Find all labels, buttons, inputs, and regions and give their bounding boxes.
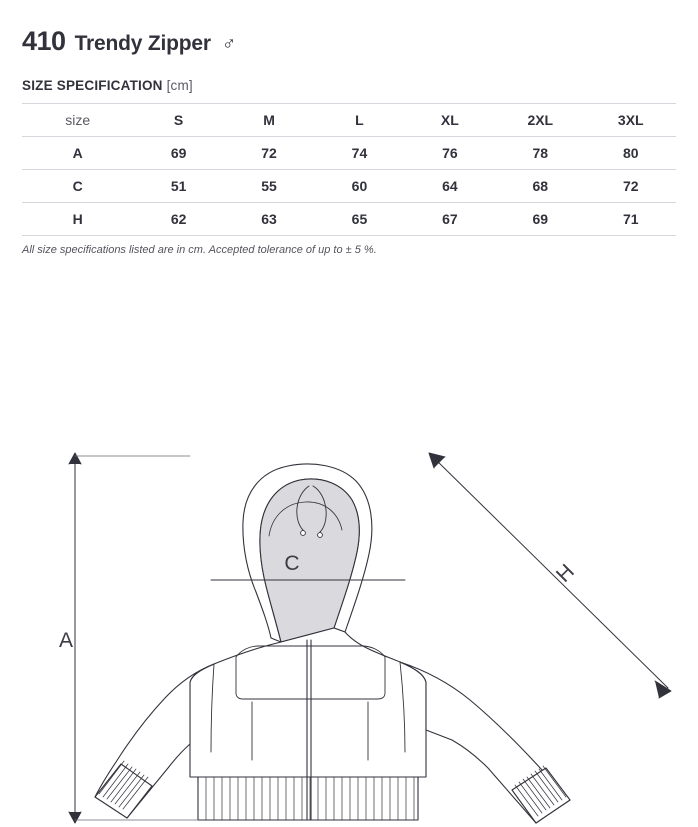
- table-header-row: [22, 104, 676, 137]
- cell-a-xl: 76: [405, 137, 495, 170]
- cell-a-s: 69: [133, 137, 223, 170]
- column-header-3xl: 3XL: [586, 104, 677, 137]
- table-row: [22, 170, 676, 203]
- row-label-h: H: [22, 203, 133, 236]
- cell-c-s: 51: [133, 170, 223, 203]
- cell-c-l: 60: [314, 170, 404, 203]
- cell-c-m: 55: [224, 170, 314, 203]
- cell-a-2xl: 78: [495, 137, 585, 170]
- cell-a-m: 72: [224, 137, 314, 170]
- hooded-zipper-sweatshirt-diagram: [0, 290, 698, 827]
- product-name: Trendy Zipper: [74, 32, 211, 55]
- table-row: [22, 203, 676, 236]
- column-header-s: S: [133, 104, 223, 137]
- size-specification-label: SIZE SPECIFICATION: [22, 78, 163, 93]
- cell-c-3xl: 72: [586, 170, 677, 203]
- column-header-xl: XL: [405, 104, 495, 137]
- cell-h-m: 63: [224, 203, 314, 236]
- column-header-l: L: [314, 104, 404, 137]
- cell-h-3xl: 71: [586, 203, 677, 236]
- row-label-a: A: [22, 137, 133, 170]
- column-header-m: M: [224, 104, 314, 137]
- cell-c-xl: 64: [405, 170, 495, 203]
- dimension-label-c: C: [284, 552, 300, 575]
- cell-h-l: 65: [314, 203, 404, 236]
- cell-a-3xl: 80: [586, 137, 677, 170]
- cell-a-l: 74: [314, 137, 404, 170]
- tolerance-note: All size specifications listed are in cm. Accepted tolerance of up to ± 5 %.: [22, 244, 377, 256]
- cell-h-s: 62: [133, 203, 223, 236]
- cell-h-xl: 67: [405, 203, 495, 236]
- table-row: [22, 137, 676, 170]
- row-label-c: C: [22, 170, 133, 203]
- page-title: [22, 0, 676, 57]
- cell-h-2xl: 69: [495, 203, 585, 236]
- size-table: [22, 103, 676, 236]
- dimension-label-a: A: [58, 629, 74, 652]
- cell-c-2xl: 68: [495, 170, 585, 203]
- size-specification-unit: [cm]: [166, 78, 193, 93]
- column-header-2xl: 2XL: [495, 104, 585, 137]
- column-header-size: size: [22, 104, 133, 137]
- size-specification-heading: [22, 78, 676, 93]
- dimension-label-h: H: [551, 559, 579, 587]
- male-symbol-icon: ♂: [221, 34, 237, 55]
- product-code: 410: [22, 26, 66, 56]
